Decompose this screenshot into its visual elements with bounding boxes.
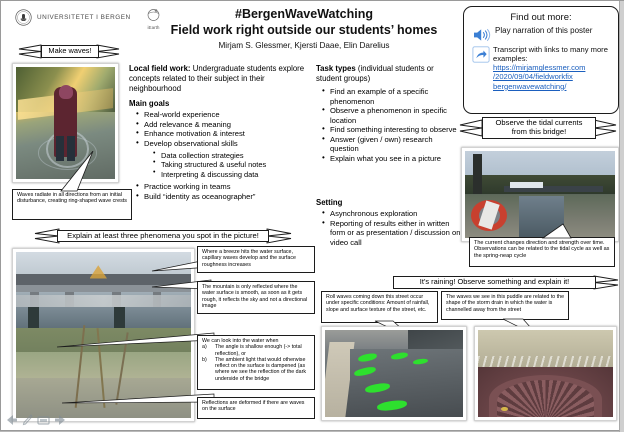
look-into-water-b-label: b) (202, 356, 207, 363)
banner-explain-three-label: Explain at least three phenomena you spot in the picture! (57, 230, 269, 243)
ribbon-tail-right (266, 228, 292, 244)
look-into-water-b-text: The ambient light that would otherwise reflect on the surface is dampened (as where we see the reflection of the dark underside of the bridge (215, 356, 306, 382)
callout-waves-radiate-text: Waves radiate in all directions from an initial disturbance, creating ring-shaped wave crests (17, 192, 127, 205)
slide-nav-bar[interactable] (5, 414, 67, 426)
photo-storm-drain (474, 326, 617, 421)
callout-leader-reflections (61, 391, 216, 413)
poster-hashtag: #BergenWaveWatching (235, 7, 373, 21)
task-item: • Observe a phenomenon in specific location (321, 106, 459, 125)
callout-look-into-water (197, 335, 315, 390)
ribbon-tail-right (593, 118, 619, 138)
banner-make-waves (18, 44, 122, 59)
subgoal-item: • Interpreting & discussing data (152, 170, 332, 179)
callout-leader-look-into-water (56, 331, 216, 357)
poster-title: Field work right outside our students’ homes (170, 23, 438, 37)
ribbon-tail-right (96, 44, 122, 59)
callout-leader-tidal (541, 223, 587, 239)
university-logo (15, 9, 131, 26)
callout-mountain-text: The mountain is only reflected where the water surface is smooth, as soon as it gets rough, it reflects the sky and not a directional image (202, 284, 308, 309)
banner-tidal-currents-label: Observe the tidal currents from this bridge! (482, 117, 596, 138)
speaker-icon[interactable] (472, 27, 492, 43)
tasks-rest: (individual students or student groups) (316, 64, 434, 83)
goal-item: • Practice working in teams (135, 182, 310, 192)
callout-leader-waves-radiate (59, 151, 119, 193)
banner-raining (393, 275, 619, 290)
intro-bold: Local field work: (129, 64, 191, 73)
callout-breeze-text: Where a breeze hits the water surface, capillary waves develop and the surface roughness increases (202, 249, 296, 268)
scrollbar-track[interactable] (619, 1, 624, 432)
subgoal-item: • Taking structured & useful notes (152, 160, 332, 169)
look-into-water-a-label: a) (202, 344, 207, 351)
setting-item: • Asynchronous exploration (321, 209, 461, 219)
goal-item: • Real-world experience (135, 110, 310, 120)
setting-item: • Reporting of results either in written form or as presentation / discussion on video call (321, 219, 461, 248)
find-out-more-box (463, 6, 619, 114)
task-item: • Answer (given / own) research question (321, 135, 459, 154)
task-item: • Find an example of a specific phenomenon (321, 87, 459, 106)
setting-heading: Setting (316, 198, 343, 207)
university-name: UNIVERSITETET I BERGEN (37, 14, 131, 21)
observational-subskills-list (152, 151, 332, 179)
callout-tidal-current (469, 237, 615, 267)
photo-tidal-bridge (461, 147, 619, 242)
poster-authors: Mirjam S. Glessmer, Kjersti Daae, Elin Darelius (218, 41, 390, 50)
task-types-list (321, 87, 459, 164)
callout-roll-waves-text: Roll waves coming down this street occur under specific conditions: Amount of rainfall, slope and surface texture of the street, etc. (326, 294, 430, 313)
callout-puddle-waves (441, 291, 569, 320)
share-arrow-icon[interactable] (472, 46, 490, 63)
iearth-label: iEarth (147, 25, 160, 30)
slide-icon[interactable] (37, 415, 50, 426)
ribbon-tail-right (593, 275, 619, 290)
find-out-more-heading: Find out more: (510, 12, 572, 23)
transcript-link-line-2[interactable]: /2020/09/04/fieldworkfix (493, 72, 573, 82)
main-goals-list (135, 110, 310, 148)
callout-tidal-current-text: The current changes direction and strength over time. Observations can be related to the tidal cycle as well as the spring-neap cycle (474, 240, 610, 259)
goal-item: • Develop observational skills (135, 139, 310, 149)
look-into-water-a-text: The angle is shallow enough (-> total reflection), or (215, 344, 302, 357)
task-types-intro (316, 64, 456, 84)
banner-raining-label: It’s raining! Observe something and explain it! (393, 276, 596, 289)
main-goals-list-tail (135, 182, 310, 201)
tasks-bold: Task types (316, 64, 356, 73)
uib-seal-icon (15, 9, 32, 26)
callout-breeze (197, 246, 315, 273)
photo-street-roll-waves (321, 326, 467, 421)
goal-item: • Build “identity as oceanographer” (135, 192, 310, 202)
local-field-work-intro (129, 64, 309, 93)
task-item: • Explain what you see in a picture (321, 154, 459, 164)
transcript-link-line-3[interactable]: bergenwavewatching/ (493, 81, 567, 91)
callout-waves-radiate (12, 189, 132, 220)
callout-reflections (197, 397, 315, 419)
banner-explain-three (34, 228, 292, 244)
play-narration-label[interactable]: Play narration of this poster (495, 26, 593, 35)
subgoal-item: • Data collection strategies (152, 151, 332, 160)
forward-arrow-icon[interactable] (54, 414, 67, 426)
setting-list (321, 209, 461, 247)
banner-tidal-currents (459, 118, 619, 138)
callout-reflections-text: Reflections are deformed if there are waves on the surface (202, 400, 305, 413)
transcript-link-line-1[interactable]: https://mirjamglessmer.com (493, 63, 586, 73)
banner-make-waves-label: Make waves! (41, 45, 99, 58)
callout-mountain (197, 281, 315, 314)
main-goals-heading: Main goals (129, 99, 170, 108)
back-arrow-icon[interactable] (5, 414, 18, 426)
task-item: • Find something interesting to observe (321, 125, 459, 135)
pen-icon[interactable] (22, 414, 33, 426)
goal-item: • Enhance motivation & interest (135, 129, 310, 139)
callout-puddle-waves-text: The waves we see in this puddle are related to the shape of the storm drain in which the water is channelled away from the street (446, 294, 565, 313)
intro-rest: Undergraduate students explore concepts related to their subject in their neighbourhood (129, 64, 305, 93)
goal-item: • Add relevance & meaning (135, 120, 310, 130)
transcript-label: Transcript with links to many more examples: (493, 45, 608, 64)
look-into-water-intro: We can look into the water when (202, 338, 279, 344)
